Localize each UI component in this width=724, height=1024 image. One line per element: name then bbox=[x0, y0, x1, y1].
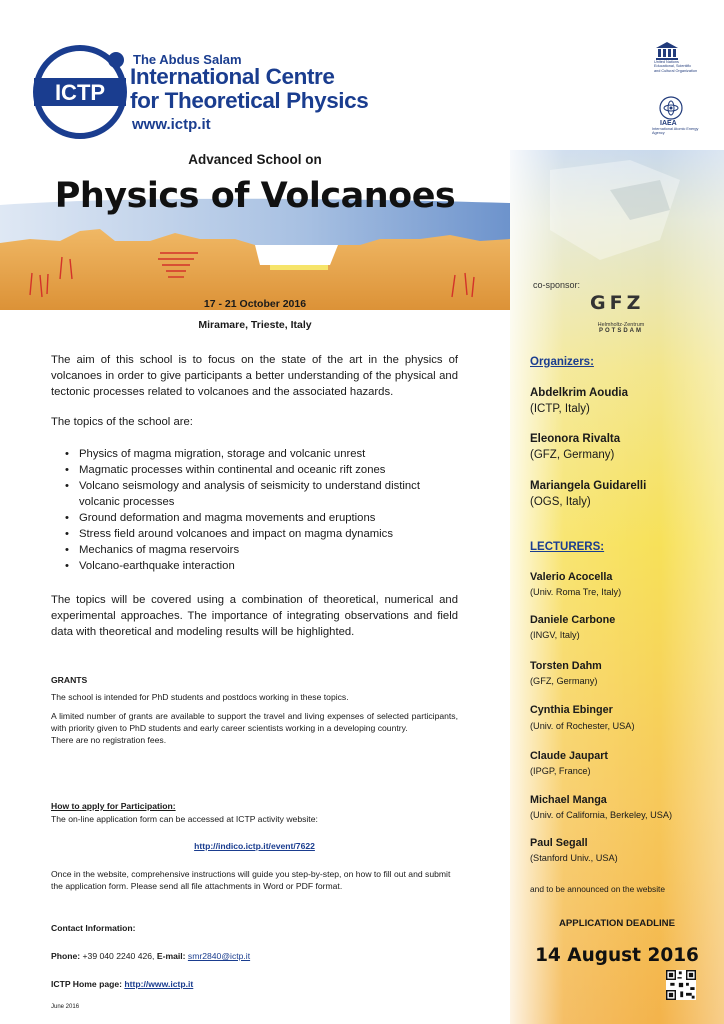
homepage-label: ICTP Home page: bbox=[51, 979, 122, 989]
homepage-line bbox=[51, 978, 458, 990]
deadline-date: 14 August 2016 bbox=[535, 945, 699, 966]
lecturer-name: Daniele Carbone bbox=[530, 614, 616, 626]
organizer-affiliation: (OGS, Italy) bbox=[530, 496, 591, 508]
grants-eligibility: The school is intended for PhD students and postdocs working in these topics. bbox=[51, 692, 349, 702]
qr-code-icon bbox=[666, 970, 696, 1000]
lecturer-name: Paul Segall bbox=[530, 837, 588, 849]
unesco-text: United Nations Educational, Scientific and Cultural Organization bbox=[654, 60, 698, 73]
topics-list bbox=[51, 446, 486, 574]
cosponsor-label: co-sponsor: bbox=[533, 280, 581, 290]
institute-name-line-1: International Centre bbox=[130, 64, 335, 89]
gfz-name: GFZ bbox=[590, 292, 645, 314]
topics-intro: The topics of the school are: bbox=[51, 416, 193, 428]
institute-url[interactable]: www.ictp.it bbox=[132, 116, 211, 133]
lecturer-affiliation: (Univ. of Rochester, USA) bbox=[530, 721, 635, 731]
topic-item: • Mechanics of magma reservoirs bbox=[79, 542, 486, 558]
footer-date: June 2016 bbox=[51, 1004, 80, 1010]
event-location: Miramare, Trieste, Italy bbox=[198, 319, 312, 331]
lecturers-heading: LECTURERS: bbox=[530, 541, 605, 553]
contact-heading: Contact Information: bbox=[51, 923, 136, 933]
event-dates: 17 - 21 October 2016 bbox=[203, 298, 307, 310]
apply-instructions: Once in the website, comprehensive instructions will guide you step-by-step, on how to fill out and submit the application form. Please send all file attachments in Word or PDF format. bbox=[51, 869, 451, 891]
lecturer-name: Michael Manga bbox=[530, 794, 607, 806]
topic-item: • Stress field around volcanoes and impact on magma dynamics bbox=[79, 526, 486, 542]
gfz-subtitle-1: Helmholtz-Zentrum bbox=[597, 322, 645, 328]
institute-name-line-2: for Theoretical Physics bbox=[130, 88, 369, 113]
application-link[interactable]: http://indico.ictp.it/event/7622 bbox=[194, 841, 315, 851]
apply-text: The on-line application form can be accessed at ICTP activity website: bbox=[51, 814, 318, 824]
phone-label: Phone: bbox=[51, 951, 81, 961]
topic-item: • Ground deformation and magma movements and eruptions bbox=[79, 510, 486, 526]
organizer-affiliation: (GFZ, Germany) bbox=[530, 449, 615, 461]
deadline-label: APPLICATION DEADLINE bbox=[558, 918, 675, 929]
iaea-atom-icon bbox=[658, 96, 684, 120]
lecturer-affiliation: (GFZ, Germany) bbox=[530, 676, 598, 686]
announce-note: and to be announced on the website bbox=[530, 884, 666, 894]
apply-heading: How to apply for Participation: bbox=[51, 801, 176, 811]
topic-item: • Volcano seismology and analysis of seismicity to understand distinct volcanic processes bbox=[79, 478, 486, 510]
homepage-link[interactable]: http://www.ictp.it bbox=[124, 979, 194, 989]
topic-item: • Physics of magma migration, storage and volcanic unrest bbox=[79, 446, 486, 462]
ictp-logo-text: ICTP bbox=[54, 80, 106, 105]
grants-details bbox=[51, 710, 458, 746]
iaea-logo bbox=[648, 96, 708, 136]
iaea-label: IAEA bbox=[660, 120, 677, 127]
gfz-logo bbox=[590, 292, 652, 344]
lecturer-name: Torsten Dahm bbox=[530, 660, 602, 672]
lecturer-affiliation: (Univ. of California, Berkeley, USA) bbox=[530, 810, 673, 820]
subtitle: Advanced School on bbox=[188, 152, 322, 167]
lecturer-name: Cynthia Ebinger bbox=[530, 704, 613, 716]
unesco-temple-icon bbox=[656, 42, 678, 60]
email-link[interactable]: smr2840@ictp.it bbox=[187, 951, 251, 961]
organizer-name: Mariangela Guidarelli bbox=[530, 480, 647, 492]
organizer-name: Abdelkrim Aoudia bbox=[530, 387, 628, 399]
gfz-subtitle-2: POTSDAM bbox=[599, 328, 643, 334]
grants-heading: GRANTS bbox=[51, 675, 88, 685]
contact-line bbox=[51, 950, 458, 962]
iaea-text: International Atomic Energy Agency bbox=[652, 127, 699, 136]
organizers-heading: Organizers: bbox=[530, 356, 594, 368]
lecturer-affiliation: (IPGP, France) bbox=[530, 766, 591, 776]
lecturer-affiliation: (Univ. Roma Tre, Italy) bbox=[530, 587, 622, 597]
ictp-logo bbox=[30, 42, 130, 142]
methods-paragraph: The topics will be covered using a combination of theoretical, numerical and experimental approaches. The importance of integrating observations and field data with theoretical and modeling results will be highlighted. bbox=[51, 594, 458, 638]
phone-number: +39 040 2240 426, bbox=[82, 951, 155, 961]
main-title: Physics of Volcanoes bbox=[54, 176, 456, 216]
lecturer-name: Valerio Acocella bbox=[530, 571, 613, 583]
intro-paragraph: The aim of this school is to focus on the state of the art in the physics of volcanoes in order to give participants a better understanding of the physical and tectonic processes related to volcanoes and the associated hazards. bbox=[51, 354, 458, 398]
lecturer-name: Claude Jaupart bbox=[530, 750, 608, 762]
lecturer-affiliation: (INGV, Italy) bbox=[530, 630, 580, 640]
grants-support-text: A limited number of grants are available to support the travel and living expenses of selected participants, with priority given to PhD students and early career scientists working in a developing country. bbox=[51, 711, 458, 733]
email-label: E-mail: bbox=[156, 951, 186, 961]
topic-item: • Volcano-earthquake interaction bbox=[79, 558, 486, 574]
organizer-affiliation: (ICTP, Italy) bbox=[530, 403, 590, 415]
unesco-logo bbox=[646, 42, 706, 73]
grants-fees-text: There are no registration fees. bbox=[51, 735, 167, 745]
topic-item: • Magmatic processes within continental and oceanic rift zones bbox=[79, 462, 486, 478]
organizer-name: Eleonora Rivalta bbox=[530, 433, 621, 445]
institute-tagline: The Abdus Salam bbox=[133, 52, 242, 67]
lecturer-affiliation: (Stanford Univ., USA) bbox=[530, 853, 618, 863]
